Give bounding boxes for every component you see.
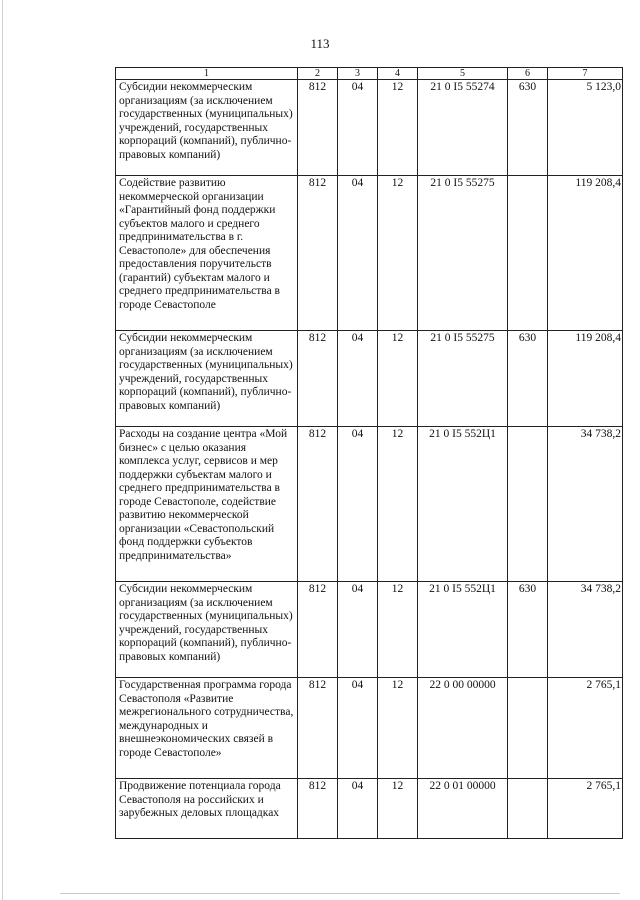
subsection-code-cell: 12 [378, 331, 418, 427]
subsection-code-cell: 12 [378, 427, 418, 582]
expense-type-cell [508, 678, 548, 779]
header-cell: 7 [548, 68, 623, 80]
table-row [116, 678, 623, 779]
ministry-code-cell: 812 [298, 427, 338, 582]
amount-cell: 119 208,4 [548, 176, 623, 331]
target-article-cell: 22 0 01 00000 [418, 779, 508, 839]
subsection-code-cell: 12 [378, 582, 418, 678]
amount-cell: 34 738,2 [548, 427, 623, 582]
expense-name-cell: Субсидии некоммерческим организациям (за исключением государственных (муниципальных) учреждений, государственных корпораций (компаний), публично-правовых компаний) [116, 582, 298, 678]
header-cell: 6 [508, 68, 548, 80]
target-article-cell: 21 0 I5 55275 [418, 331, 508, 427]
header-cell: 4 [378, 68, 418, 80]
expense-type-cell: 630 [508, 80, 548, 176]
table-row [116, 582, 623, 678]
subsection-code-cell: 12 [378, 80, 418, 176]
table-row [116, 176, 623, 331]
scan-bottom-line [60, 893, 620, 894]
amount-cell: 119 208,4 [548, 331, 623, 427]
subsection-code-cell: 12 [378, 176, 418, 331]
ministry-code-cell: 812 [298, 779, 338, 839]
budget-table [115, 67, 623, 839]
amount-cell: 2 765,1 [548, 779, 623, 839]
ministry-code-cell: 812 [298, 331, 338, 427]
page-edge-line [2, 0, 3, 900]
table-row [116, 779, 623, 839]
expense-name-cell: Расходы на создание центра «Мой бизнес» с целью оказания комплекса услуг, сервисов и мер поддержки субъектам малого и среднего предпринимательства в городе Севастополе, содействие развитию некоммерческой организации «Севастопольский фонд поддержки субъектов предпринимательства» [116, 427, 298, 582]
expense-name-cell: Содействие развитию некоммерческой организации «Гарантийный фонд поддержки субъектов малого и среднего предпринимательства в г. Севастополе» для обеспечения предоставления поручительств (гарантий) субъектам малого и среднего предпринимательства в городе Севастополе [116, 176, 298, 331]
expense-type-cell [508, 176, 548, 331]
section-code-cell: 04 [338, 582, 378, 678]
expense-name-cell: Продвижение потенциала города Севастополя на российских и зарубежных деловых площадках [116, 779, 298, 839]
expense-type-cell [508, 427, 548, 582]
table-row [116, 331, 623, 427]
amount-cell: 5 123,0 [548, 80, 623, 176]
target-article-cell: 21 0 I5 55274 [418, 80, 508, 176]
subsection-code-cell: 12 [378, 779, 418, 839]
section-code-cell: 04 [338, 331, 378, 427]
table-row [116, 427, 623, 582]
expense-name-cell: Субсидии некоммерческим организациям (за исключением государственных (муниципальных) учреждений, государственных корпораций (компаний), публично-правовых компаний) [116, 331, 298, 427]
expense-name-cell: Субсидии некоммерческим организациям (за исключением государственных (муниципальных) учреждений, государственных корпораций (компаний), публично-правовых компаний) [116, 80, 298, 176]
target-article-cell: 21 0 I5 55275 [418, 176, 508, 331]
amount-cell: 2 765,1 [548, 678, 623, 779]
expense-type-cell: 630 [508, 331, 548, 427]
ministry-code-cell: 812 [298, 176, 338, 331]
header-cell: 3 [338, 68, 378, 80]
section-code-cell: 04 [338, 80, 378, 176]
page-number: 113 [310, 36, 330, 51]
table-header-row [116, 68, 623, 80]
subsection-code-cell: 12 [378, 678, 418, 779]
target-article-cell: 22 0 00 00000 [418, 678, 508, 779]
ministry-code-cell: 812 [298, 678, 338, 779]
target-article-cell: 21 0 I5 552Ц1 [418, 582, 508, 678]
section-code-cell: 04 [338, 779, 378, 839]
section-code-cell: 04 [338, 176, 378, 331]
expense-name-cell: Государственная программа города Севастополя «Развитие межрегионального сотрудничества, международных и внешнеэкономических связей в городе Севастополе» [116, 678, 298, 779]
ministry-code-cell: 812 [298, 582, 338, 678]
table-row [116, 80, 623, 176]
section-code-cell: 04 [338, 427, 378, 582]
header-cell: 2 [298, 68, 338, 80]
section-code-cell: 04 [338, 678, 378, 779]
header-cell: 1 [116, 68, 298, 80]
target-article-cell: 21 0 I5 552Ц1 [418, 427, 508, 582]
expense-type-cell [508, 779, 548, 839]
amount-cell: 34 738,2 [548, 582, 623, 678]
header-cell: 5 [418, 68, 508, 80]
expense-type-cell: 630 [508, 582, 548, 678]
ministry-code-cell: 812 [298, 80, 338, 176]
